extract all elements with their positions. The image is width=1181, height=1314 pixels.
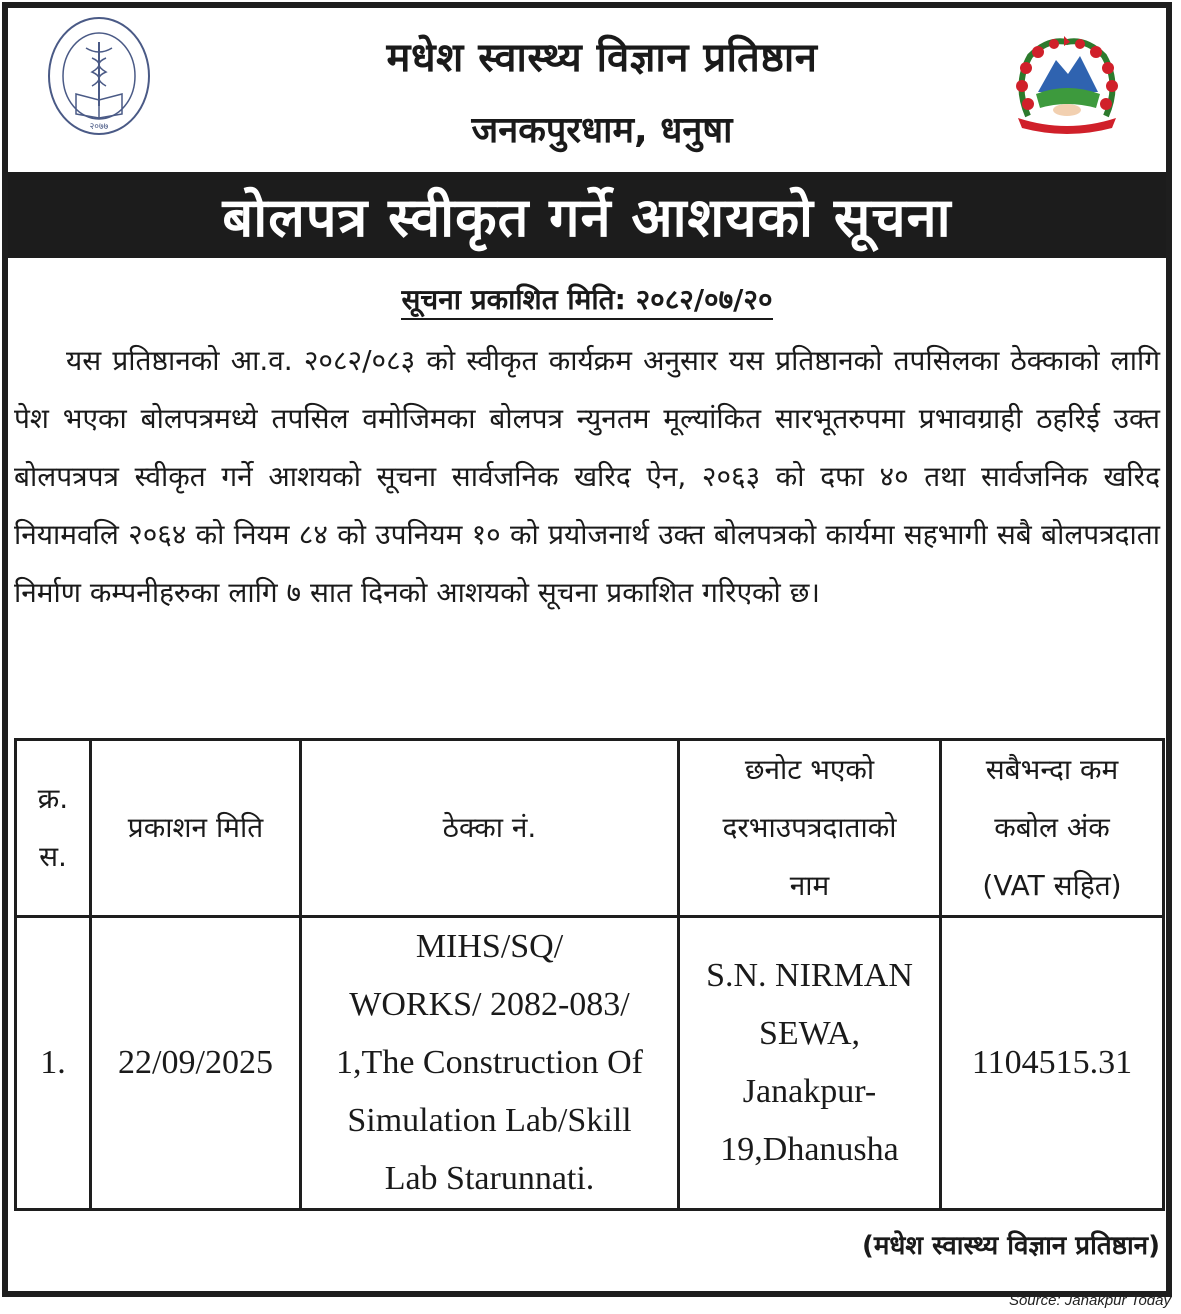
nepal-government-emblem-icon [1008,34,1126,138]
notice-paragraph: यस प्रतिष्ठानको आ.व. २०८२/०८३ को स्वीकृत कार्यक्रम अनुसार यस प्रतिष्ठानको तपसिलका ठेक्काको लागि पेश भएका बोलपत्रमध्ये तपसिल वमोजिमका बोलपत्र न्युनतम मूल्यांकित सारभूतरुपमा प्रभावग्राही ठहरिई उक्त बोलपत्रपत्र स्वीकृत गर्ने आशयको सूचना सार्वजनिक खरिद ऐन, २०६३ को दफा ४० तथा सार्वजनिक खरिद नियामवलि २०६४ को नियम ८४ को उपनियम १० को प्रयोजनार्थ उक्त बोलपत्रको कार्यमा सहभागी सबै बोलपत्रदाता निर्माण कम्पनीहरुका लागि ७ सात दिनको आशयको सूचना प्रकाशित गरिएको छ। [14,344,1160,609]
cell-selected-bidder: S.N. NIRMAN SEWA, Janakpur- 19,Dhanusha [679,917,941,1210]
publication-date-label: सूचना प्रकाशित मिति: [401,283,626,316]
org-name: मधेश स्वास्थ्य विज्ञान प्रतिष्ठान [386,35,818,81]
issuer-signature: (मधेश स्वास्थ्य विज्ञान प्रतिष्ठान) [862,1231,1160,1261]
cell-publication-date: 22/09/2025 [91,917,301,1210]
cell-contract-number: MIHS/SQ/ WORKS/ 2082-083/ 1,The Construction Of Simulation Lab/Skill Lab Starunnati. [301,917,679,1210]
header-serial-number: क्र. स. [16,740,91,917]
header-selected-bidder: छनोट भएको दरभाउपत्रदाताको नाम [679,740,941,917]
notice-title: बोलपत्र स्वीकृत गर्ने आशयको सूचना [222,186,952,249]
table-row [16,917,1164,1210]
publication-date-value: २०८२/०७/२० [635,283,773,316]
tender-table [14,738,1165,1211]
source-credit: Source: Janakpur Today [1008,1292,1171,1309]
svg-text:२०७७: २०७७ [89,122,109,132]
header-contract-number: ठेक्का नं. [301,740,679,917]
org-location: जनकपुरधाम, धनुषा [471,110,733,151]
table-header-row [16,740,1164,917]
cell-serial-number: 1. [16,917,91,1210]
header-lowest-bid: सबैभन्दा कम कबोल अंक (VAT सहित) [941,740,1164,917]
notice-header [8,8,1166,172]
cell-lowest-bid: 1104515.31 [941,917,1164,1210]
publication-date-line [8,280,1166,318]
notice-body [14,332,1160,622]
header-publication-date: प्रकाशन मिति [91,740,301,917]
notice-title-banner [8,172,1166,258]
notice-frame [2,2,1172,1297]
